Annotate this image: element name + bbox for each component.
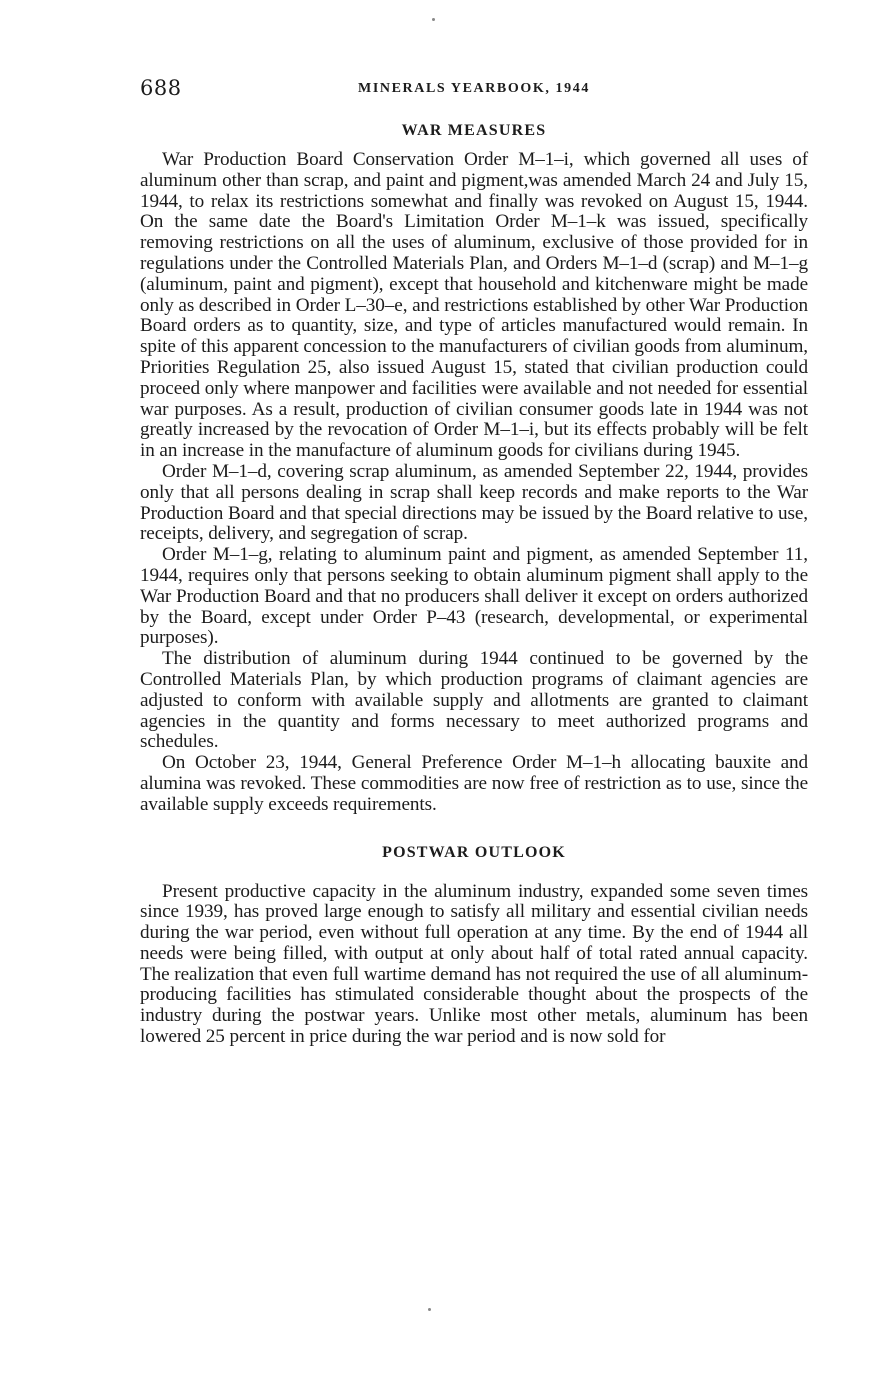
document-page <box>140 76 808 1048</box>
running-head <box>140 76 808 106</box>
section-heading-postwar-outlook: POSTWAR OUTLOOK <box>382 843 566 861</box>
paragraph: Order M–1–g, relating to aluminum paint and pigment, as amended September 11, 1944, requires only that persons seeking to obtain aluminum pigment shall apply to the War Production Board and that no producers shall deliver it except on orders authorized by the Board, except under Order P–43 (research, developmental, or experimental purposes). <box>140 544 808 649</box>
paragraph: The distribution of aluminum during 1944 continued to be governed by the Controlled Materials Plan, by which production programs of claimant agencies are adjusted to conform with available supply and allotments are granted to claimant agencies in the quantity and forms necessary to meet authorized programs and schedules. <box>140 648 808 753</box>
paragraph: Order M–1–d, covering scrap aluminum, as amended September 22, 1944, provides only that all persons dealing in scrap shall keep records and make reports to the War Production Board and that special directions may be issued by the Board relative to use, receipts, delivery, and segregation of scrap. <box>140 460 808 545</box>
paragraph: On October 23, 1944, General Preference Order M–1–h allocating bauxite and alumina was revoked. These commodities are now free of restriction as to use, since the available supply exceeds requirements. <box>140 752 808 815</box>
scan-speck <box>432 18 435 21</box>
running-title: MINERALS YEARBOOK, 1944 <box>358 81 590 96</box>
paragraph: Present productive capacity in the aluminum industry, expanded some seven times since 1939, has proved large enough to satisfy all military and essential civilian needs during the war period, even without full operation at any time. By the end of 1944 all needs were being filled, with output at only about half of total rated annual capacity. The realization that even full wartime demand has not required the use of all aluminum-producing facilities has stimulated considerable thought about the prospects of the industry during the postwar years. Unlike most other metals, aluminum has been lowered 25 percent in price during the war period and is now sold for <box>140 880 808 1048</box>
section-heading-war-measures: WAR MEASURES <box>401 122 547 139</box>
paragraph: War Production Board Conservation Order M–1–i, which governed all uses of aluminum other than scrap, and paint and pigment,was amended March 24 and July 15, 1944, to relax its restrictions somewhat and finally was revoked on August 15, 1944. On the same date the Board's Limitation Order M–1–k was issued, specifically removing restrictions on all the uses of aluminum, exclusive of those provided for in regulations under the Controlled Materials Plan, and Orders M–1–d (scrap) and M–1–g (aluminum, paint and pigment), except that household and kitchenware might be made only as described in Order L–30–e, and restrictions established by other War Production Board orders as to quantity, size, and type of articles manufactured would remain. In spite of this apparent concession to the manufacturers of civilian goods from aluminum, Priorities Regulation 25, also issued August 15, stated that civilian production could proceed only where manpower and facilities were available and not needed for essential war purposes. As a result, production of civilian consumer goods late in 1944 was not greatly increased by the revocation of Order M–1–i, but its effects probably will be felt in an increase in the manufacture of aluminum goods for civilians during 1945. <box>140 149 808 462</box>
scan-speck <box>428 1308 431 1311</box>
page-number: 688 <box>140 76 182 100</box>
